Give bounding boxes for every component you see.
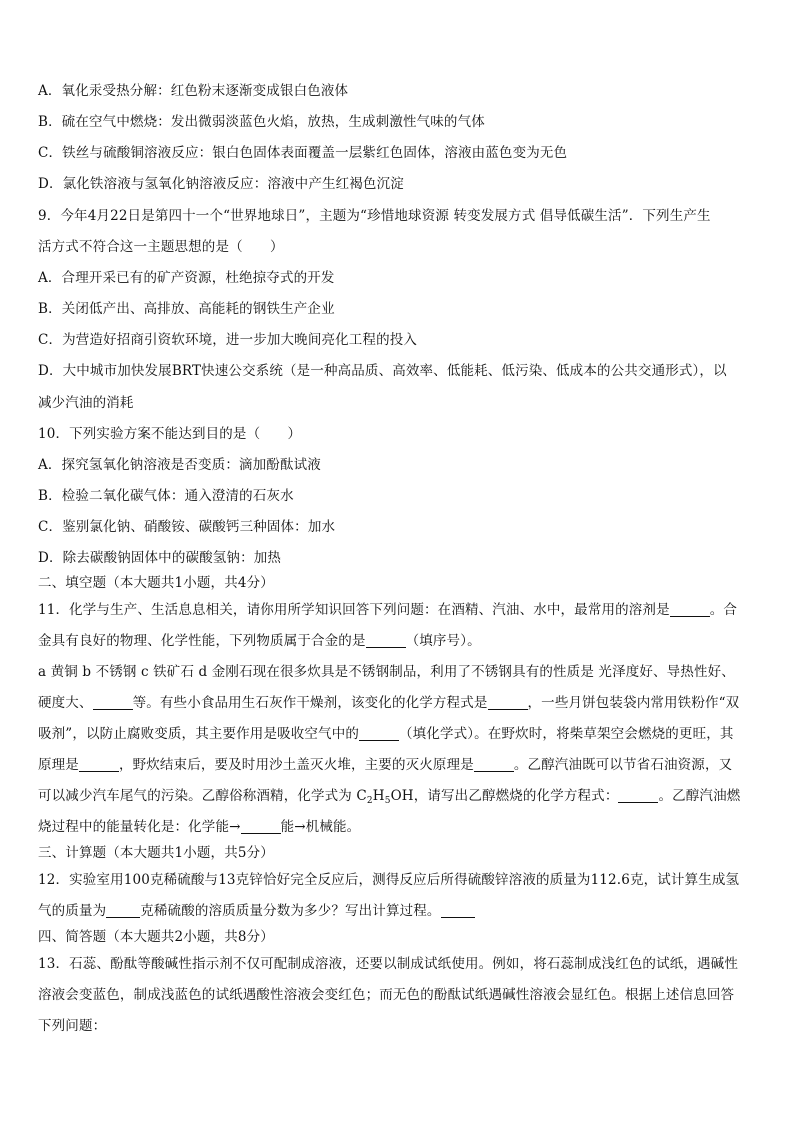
option-8a: A．氧化汞受热分解：红色粉末逐渐变成银白色液体 (38, 83, 349, 99)
question-11-line-6: 原理是 ，野炊结束后，要及时用沙土盖灭火堆，主要的灭火原理是 。乙醇汽油既可以节省石油资源，又 (38, 757, 733, 773)
option-9d-cont: 减少汽油的消耗 (38, 395, 134, 411)
answer-blank[interactable] (359, 726, 399, 741)
option-8d: D．氯化铁溶液与氢氧化钠溶液反应：溶液中产生红褐色沉淀 (38, 176, 404, 192)
question-10-stem: 10．下列实验方案不能达到目的是（ ） (38, 426, 302, 442)
option-10b: B．检验二氧化碳气体：通入澄清的石灰水 (38, 488, 294, 504)
question-9-stem-cont: 活方式不符合这一主题思想的是（ ） (38, 239, 284, 255)
option-8c: C．铁丝与硫酸铜溶液反应：银白色固体表面覆盖一层紫红色固体，溶液由蓝色变为无色 (38, 145, 568, 161)
question-13-stem-end: 下列问题： (38, 1018, 107, 1034)
question-11-line-4: 硬度大、 等。有些小食品用生石灰作干燥剂，该变化的化学方程式是 ，一些月饼包装袋内常用铁粉作“双 (38, 695, 740, 711)
option-9d: D．大中城市加快发展BRT快速公交系统（是一种高品质、高效率、低能耗、低污染、低成本的公共交通形式），以 (38, 363, 727, 379)
answer-blank[interactable] (618, 788, 658, 803)
answer-blank[interactable] (241, 819, 281, 834)
option-10a: A．探究氢氧化钠溶液是否变质：滴加酚酞试液 (38, 457, 321, 473)
question-11-line-7: 可以减少汽车尾气的污染。乙醇俗称酒精，化学式为 $C_2H_5OH$，请写出乙醇燃烧的化学方程式： 。乙醇汽油燃 (38, 788, 741, 806)
option-10c: C．鉴别氯化钠、硝酸铵、碳酸钙三种固体：加水 (38, 519, 336, 535)
option-8b: B．硫在空气中燃烧：发出微弱淡蓝色火焰，放热，生成刺激性气味的气体 (38, 114, 485, 130)
answer-blank[interactable] (670, 602, 710, 617)
section-heading-short-answer: 四、简答题（本大题共2小题，共8分） (38, 929, 274, 945)
question-9-stem: 9．今年4月22日是第四十一个“世界地球日”，主题为“珍惜地球资源 转变发展方式 倡导低碳生活”．下列生产生 (38, 208, 711, 224)
answer-blank[interactable] (441, 903, 475, 918)
question-12-stem: 12．实验室用100克稀硫酸与13克锌恰好完全反应后，测得反应后所得硫酸锌溶液的质量为112.6克，试计算生成氢 (38, 872, 740, 888)
option-10d: D．除去碳酸钠固体中的碳酸氢钠：加热 (38, 550, 282, 566)
section-heading-fill-in: 二、填空题（本大题共1小题，共4分） (38, 575, 274, 591)
answer-blank[interactable] (366, 633, 406, 648)
answer-blank[interactable] (106, 903, 140, 918)
question-11-line-3: a 黄铜 b 不锈钢 c 铁矿石 d 金刚石现在很多炊具是不锈钢制品，利用了不锈钢具有的性质是 光泽度好、导热性好、 (38, 664, 735, 680)
question-13-stem-cont: 溶液会变蓝色，制成浅蓝色的试纸遇酸性溶液会变红色；而无色的酚酞试纸遇碱性溶液会显红色。根据上述信息回答 (38, 987, 735, 1003)
answer-blank[interactable] (79, 757, 119, 772)
option-9b: B．关闭低产出、高排放、高能耗的钢铁生产企业 (38, 301, 335, 317)
answer-blank[interactable] (488, 695, 528, 710)
option-9c: C．为营造好招商引资软环境，进一步加大晚间亮化工程的投入 (38, 332, 418, 348)
question-13-stem: 13．石蕊、酚酞等酸碱性指示剂不仅可配制成溶液，还要以制成试纸使用。例如，将石蕊制成浅红色的试纸，遇碱性 (38, 956, 738, 972)
question-11-line-8: 烧过程中的能量转化是：化学能→ 能→机械能。 (38, 819, 361, 835)
answer-blank[interactable] (93, 695, 133, 710)
question-11-line-1: 11．化学与生产、生活息息相关，请你用所学知识回答下列问题：在酒精、汽油、水中，最常用的溶剂是 。合 (38, 602, 738, 618)
section-heading-calculation: 三、计算题（本大题共1小题，共5分） (38, 845, 274, 861)
question-11-line-5: 吸剂”，以防止腐败变质，其主要作用是吸收空气中的 （填化学式）。在野炊时，将柴草架空会燃烧的更旺，其 (38, 726, 734, 742)
answer-blank[interactable] (474, 757, 514, 772)
question-12-stem-cont: 气的质量为 克稀硫酸的溶质质量分数为多少？写出计算过程。 (38, 902, 758, 920)
question-11-line-2: 金具有良好的物理、化学性能，下列物质属于合金的是 （填序号）。 (38, 633, 481, 649)
option-9a: A．合理开采已有的矿产资源，杜绝掠夺式的开发 (38, 270, 335, 286)
